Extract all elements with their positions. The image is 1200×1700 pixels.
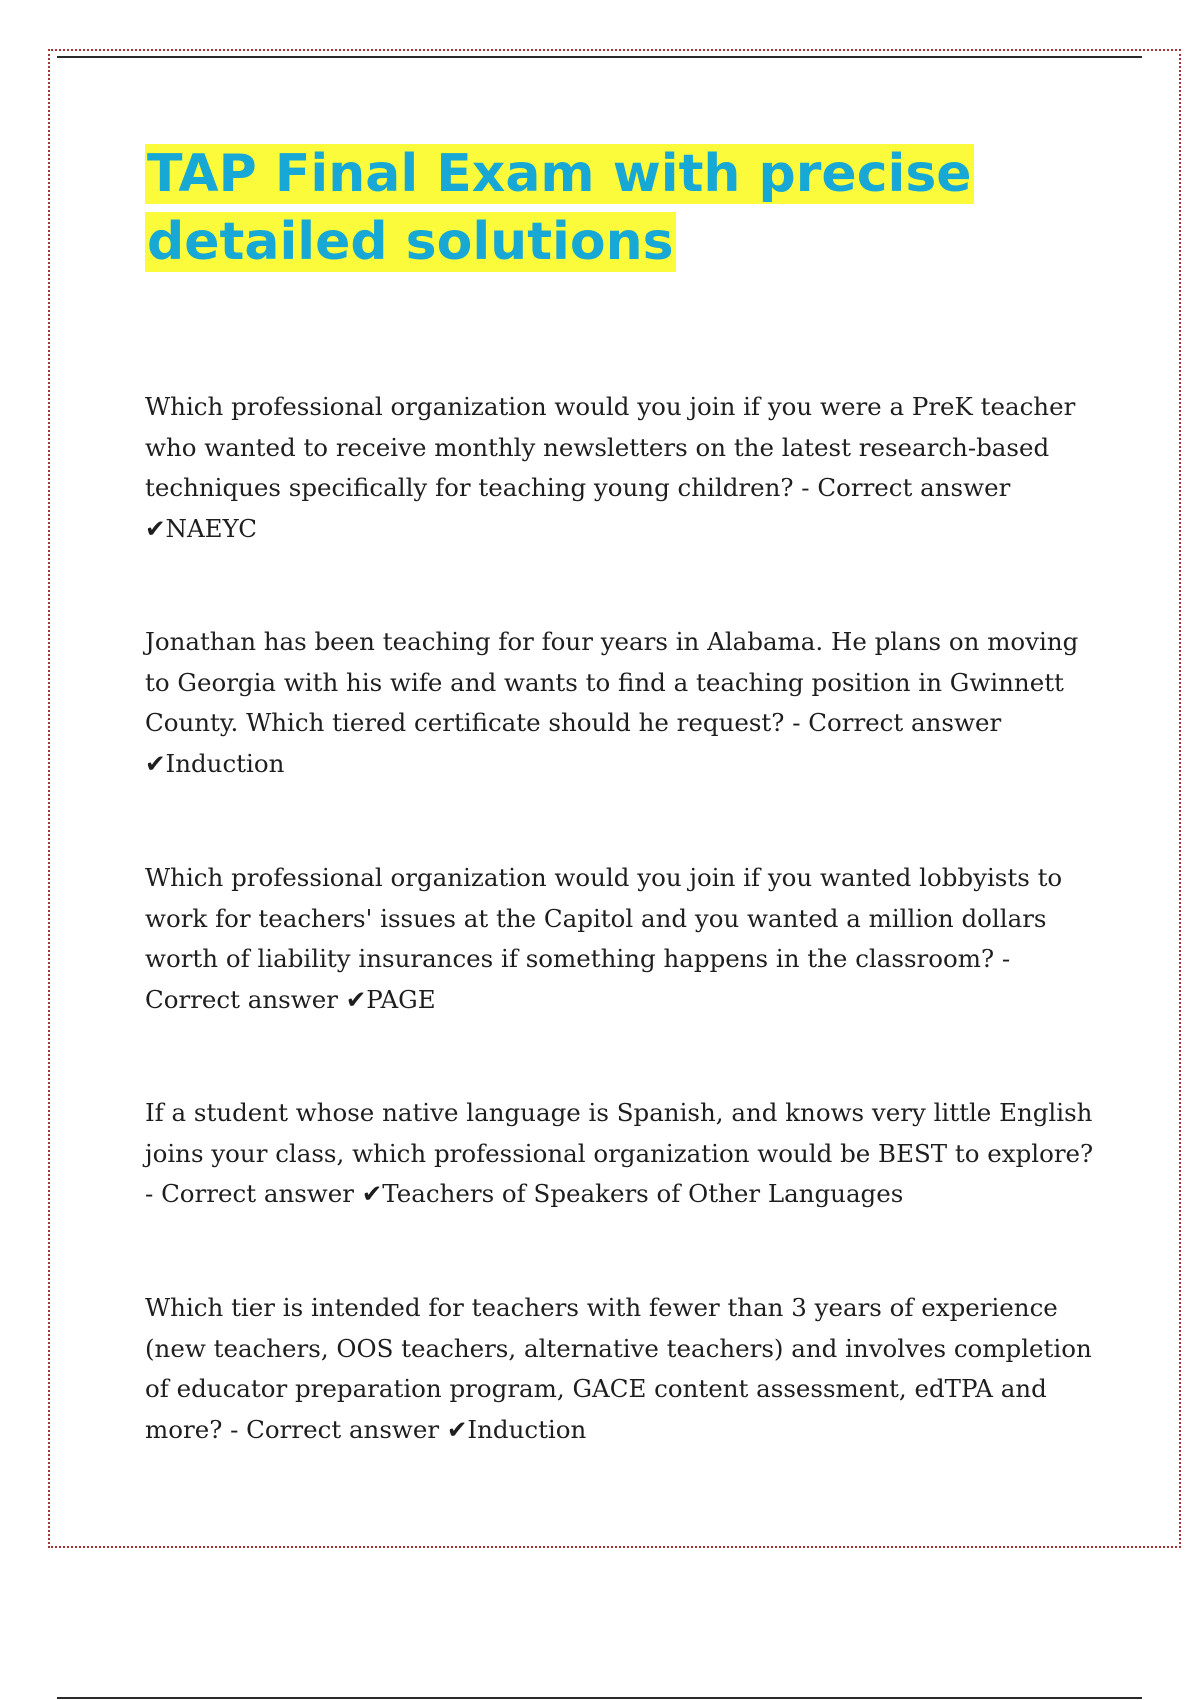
answer-text: ✔Induction xyxy=(145,748,285,778)
question-text: If a student whose native language is Spanish, and knows very little English joins your class, which professional organization would be BEST to explore? - Correct answer xyxy=(145,1098,1094,1208)
header-rule xyxy=(57,56,1142,58)
title-text: TAP Final Exam with precise detailed solutions xyxy=(147,144,972,272)
footer-rule xyxy=(57,1697,1142,1699)
qa-item xyxy=(145,858,1095,1020)
answer-text: ✔Induction xyxy=(446,1414,587,1444)
qa-item xyxy=(145,622,1095,784)
answer-text: ✔NAEYC xyxy=(145,513,258,543)
qa-item xyxy=(145,387,1095,549)
question-text: Which professional organization would you join if you wanted lobbyists to work for teachers' issues at the Capitol and you wanted a million dollars worth of liability insurances if something happens in the classroom? - Correct answer xyxy=(145,863,1063,1014)
question-text: Which professional organization would you join if you were a PreK teacher who wanted to receive monthly newsletters on the latest research-based techniques specifically for teaching young children? - Correct answer xyxy=(145,392,1076,502)
question-text: Jonathan has been teaching for four years in Alabama. He plans on moving to Georgia with his wife and wants to find a teaching position in Gwinnett County. Which tiered certificate should he request? - Correct answer xyxy=(145,627,1079,737)
answer-text: ✔Teachers of Speakers of Other Languages xyxy=(361,1179,904,1208)
qa-item xyxy=(145,1288,1095,1450)
document-title xyxy=(145,140,1045,276)
qa-item xyxy=(145,1093,1095,1215)
answer-text: ✔PAGE xyxy=(345,984,436,1014)
question-text: Which tier is intended for teachers with fewer than 3 years of experience (new teachers, OOS teachers, alternative teachers) and involves completion of educator preparation program, GACE content assessment, edTPA and more? - Correct answer xyxy=(145,1293,1092,1444)
